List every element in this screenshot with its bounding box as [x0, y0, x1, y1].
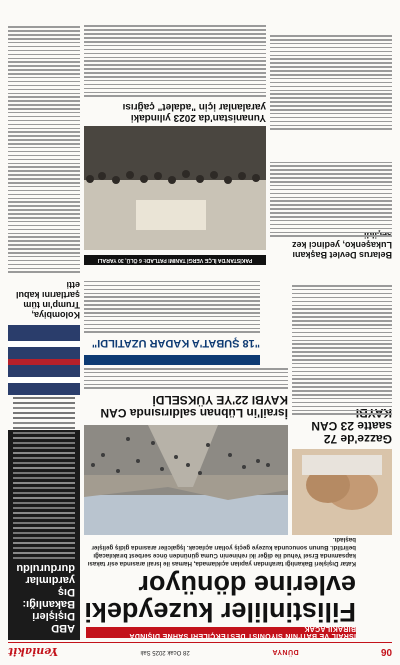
sidebar-text — [8, 387, 80, 559]
belarus-headline: Belarus Devlet Başkanı Lukaşenko, yedinci kez — [291, 240, 392, 260]
section-name: DÜNYA — [271, 648, 299, 656]
blue-banner — [84, 355, 260, 365]
quote-body — [84, 273, 260, 333]
lebanon-headline: İsrail'in Lübnan saldırısında CAN KAYBI 22'YE YÜKSELDİ — [100, 393, 288, 420]
flag-photo — [8, 325, 80, 395]
hands-photo — [292, 449, 392, 535]
lead-kicker: İSRAİL VE BATI'NIN SİYONİST DESTEKÇİLERİ SAHNE DIŞINDA BIRAKILACAK — [86, 627, 356, 638]
lead-deck: Katar Dışişleri Bakanlığı tarafından yapılan açıklamada, Hamas ile İsrail arasında esir takası kapsamında Ersel Yehud ile diğer iki rehinenin Cuma gününden önce serbest bırakılacağı belirtildi. Bunun sonucunda kuzeye geçiş yolları açılacak. İşgalciler arasında gidiş gelişler başladı. — [87, 536, 356, 567]
issue-date: 28 Ocak 2025 Salı — [140, 649, 190, 655]
belarus-body — [270, 137, 392, 237]
lead-headline: Filistinliler kuzeydeki evlerine dönüyor — [84, 570, 356, 627]
sidebar-title: ABD Dışişleri Bakanlığı: Dış yardımlar durduruldu — [16, 562, 75, 634]
protest-photo — [84, 126, 266, 250]
newspaper-logo: Yeniakit — [8, 645, 59, 659]
page-header — [8, 645, 392, 659]
colombia-headline: Kolombiya, Trump'ın tüm şartlarını kabul etti — [15, 280, 80, 320]
gaza-body — [292, 265, 392, 415]
lead-photo — [84, 425, 288, 535]
colombia-body — [8, 8, 80, 273]
greece-headline: Yunanistan'da 2023 yılındaki yaralanlar için "adalet" çağrısı — [122, 101, 266, 123]
sidebar-box — [8, 430, 80, 640]
header-rule — [8, 642, 392, 643]
misc-body — [270, 10, 392, 130]
lebanon-body — [84, 369, 288, 389]
page-number: 06 — [380, 646, 392, 658]
gaza-headline: Gazze'de 72 saatte 23 CAN — [311, 419, 392, 446]
greece-body — [84, 7, 266, 97]
quote-headline: "18 ŞUBAT'A KADAR UZATILDI" — [91, 337, 260, 349]
pakistan-bar: PAKİSTAN'DA İLÇE VERGİ TANIMI PATLADI: 6 ÖLÜ, 30 YARALI — [84, 255, 266, 265]
